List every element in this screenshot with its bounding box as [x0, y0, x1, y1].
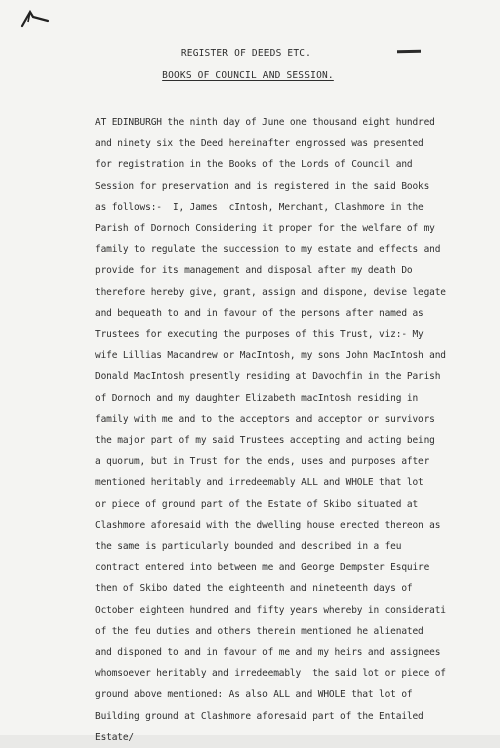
- text-line: wife Lillias Macandrew or MacIntosh, my sons John MacIntosh and: [95, 350, 446, 362]
- text-line: whomsoever heritably and irredeemably the said lot or piece of: [95, 668, 446, 680]
- text-line: contract entered into between me and George Dempster Esquire: [95, 562, 430, 574]
- text-line: mentioned heritably and irredeemably ALL and WHOLE that lot: [95, 477, 424, 489]
- text-line: then of Skibo dated the eighteenth and nineteenth days of: [95, 583, 413, 595]
- text-line: family with me and to the acceptors and acceptor or survivors: [95, 413, 435, 425]
- text-line: Session for preservation and is registered in the said Books: [95, 180, 430, 192]
- text-line: for registration in the Books of the Lords of Council and: [95, 159, 413, 171]
- text-line: as follows:- I, James cIntosh, Merchant, Clashmore in the: [95, 201, 424, 213]
- text-line: family to regulate the succession to my estate and effects and: [95, 244, 441, 256]
- deed-text: [95, 112, 495, 748]
- text-line: of the feu duties and others therein mentioned he alienated: [95, 625, 424, 637]
- text-line: Estate/: [95, 731, 134, 743]
- text-line: a quorum, but in Trust for the ends, uses and purposes after: [95, 456, 430, 468]
- text-line: or piece of ground part of the Estate of Skibo situated at: [95, 498, 419, 510]
- text-line: and disponed to and in favour of me and my heirs and assignees: [95, 647, 441, 659]
- text-line: October eighteen hundred and fifty years whereby in considerati: [95, 604, 446, 616]
- text-line: Parish of Dornoch Considering it proper for the welfare of my: [95, 223, 435, 235]
- text-line: Trustees for executing the purposes of this Trust, viz:- My: [95, 329, 424, 341]
- text-line: provide for its management and disposal after my death Do: [95, 265, 413, 277]
- text-line: the same is particularly bounded and described in a feu: [95, 541, 402, 553]
- text-line: ground above mentioned: As also ALL and WHOLE that lot of: [95, 689, 413, 701]
- corner-tick-mark: [20, 8, 50, 28]
- text-line: and bequeath to and in favour of the persons after named as: [95, 307, 424, 319]
- text-line: and ninety six the Deed hereinafter engrossed was presented: [95, 138, 424, 150]
- text-line: Donald MacIntosh presently residing at Davochfin in the Parish: [95, 371, 441, 383]
- text-line: Building ground at Clashmore aforesaid part of the Entailed: [95, 710, 424, 722]
- text-line: Clashmore aforesaid with the dwelling house erected thereon as: [95, 519, 441, 531]
- text-line: therefore hereby give, grant, assign and dispone, devise legate: [95, 286, 446, 298]
- text-line: of Dornoch and my daughter Elizabeth macIntosh residing in: [95, 392, 419, 404]
- text-line: AT EDINBURGH the ninth day of June one thousand eight hundred: [95, 117, 435, 128]
- register-heading: REGISTER OF DEEDS ETC.: [180, 48, 312, 59]
- books-heading: BOOKS OF COUNCIL AND SESSION.: [162, 70, 334, 81]
- text-line: the major part of my said Trustees accepting and acting being: [95, 435, 435, 447]
